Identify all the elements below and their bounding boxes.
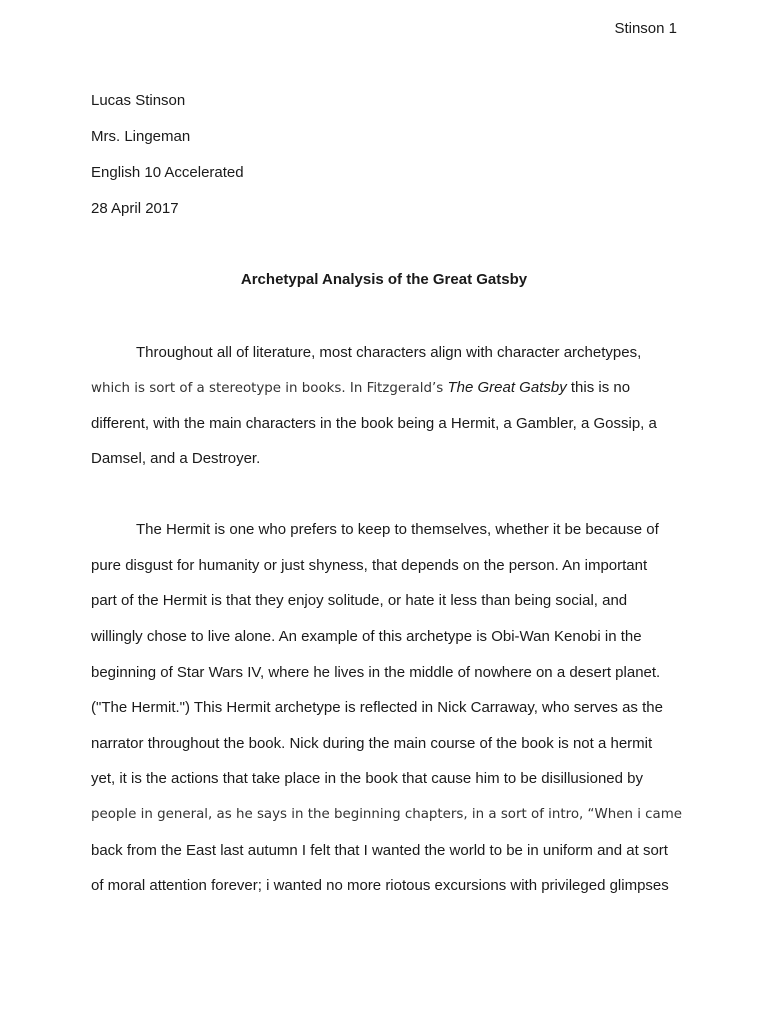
paragraph-2-line: part of the Hermit is that they enjoy solitude, or hate it less than being social, and (91, 592, 628, 609)
paragraph-2-line: yet, it is the actions that take place in the book that cause him to be disillusioned by (91, 770, 643, 787)
essay-date: 28 April 2017 (91, 200, 179, 217)
paragraph-1-line (91, 379, 630, 398)
page-header: Stinson 1 (614, 20, 677, 37)
paragraph-2-line: beginning of Star Wars IV, where he lives in the middle of nowhere on a desert planet. (91, 664, 661, 681)
paragraph-1-line: different, with the main characters in the book being a Hermit, a Gambler, a Gossip, a (91, 415, 657, 432)
paragraph-2-line: back from the East last autumn I felt that I wanted the world to be in uniform and at sort (91, 842, 668, 859)
paragraph-1-text: this is no (566, 379, 631, 396)
paragraph-1-text: which is sort of a stereotype in books. In Fitzgerald’s (91, 381, 448, 396)
paragraph-1-line: Throughout all of literature, most characters align with character archetypes, (136, 344, 642, 361)
paragraph-2-line: willingly chose to live alone. An example of this archetype is Obi-Wan Kenobi in the (91, 628, 642, 645)
paragraph-2-line: The Hermit is one who prefers to keep to themselves, whether it be because of (136, 521, 659, 538)
paragraph-2-line: pure disgust for humanity or just shyness, that depends on the person. An important (91, 557, 648, 574)
book-title-italic: The Great Gatsby (447, 379, 567, 396)
mla-heading (91, 92, 244, 236)
paragraph-2-line: people in general, as he says in the beginning chapters, in a sort of intro, “When i came (91, 807, 683, 822)
paragraph-1-line: Damsel, and a Destroyer. (91, 450, 261, 467)
paragraph-2-line: narrator throughout the book. Nick during the main course of the book is not a hermit (91, 735, 653, 752)
author-name: Lucas Stinson (91, 92, 186, 109)
paragraph-2-line: of moral attention forever; i wanted no more riotous excursions with privileged glimpses (91, 877, 669, 894)
essay-title: Archetypal Analysis of the Great Gatsby (240, 271, 528, 288)
course-name: English 10 Accelerated (91, 164, 244, 181)
teacher-name: Mrs. Lingeman (91, 128, 191, 145)
paragraph-2-line: ("The Hermit.") This Hermit archetype is reflected in Nick Carraway, who serves as the (91, 699, 663, 716)
